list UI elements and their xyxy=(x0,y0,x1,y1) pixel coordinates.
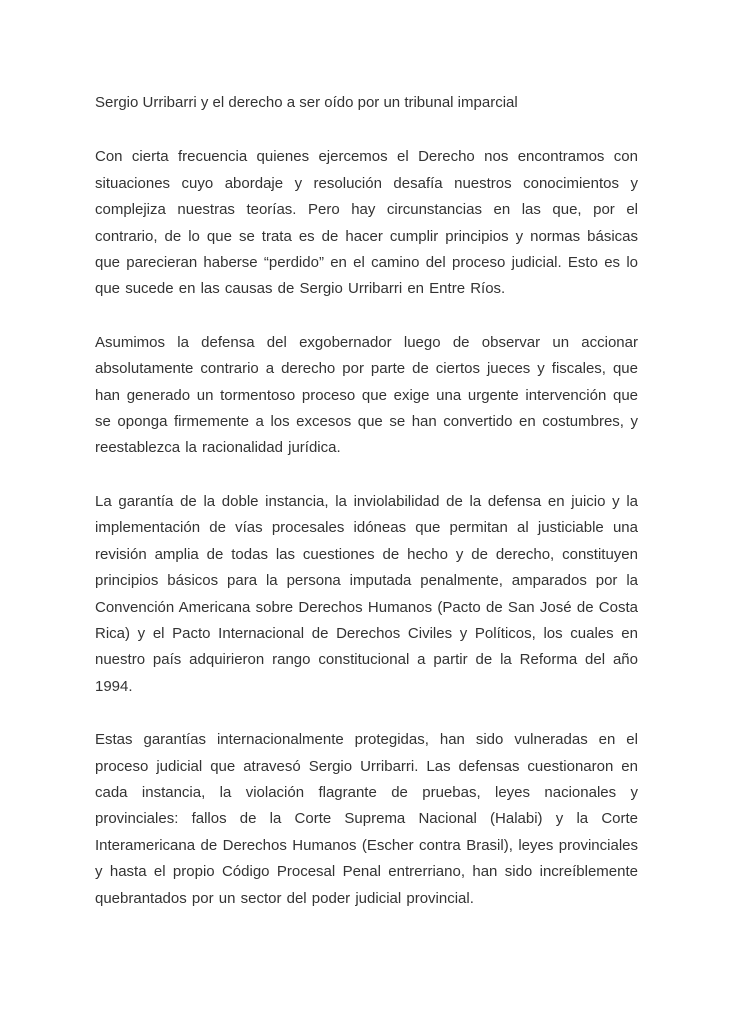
paragraph-intro: Con cierta frecuencia quienes ejercemos el Derecho nos encontramos con situaciones cuyo abordaje y resolución desafía nuestros conocimientos y complejiza nuestras teorías. Pero hay circunstancias en las que, por el contrario, de lo que se trata es de hacer cumplir principios y normas básicas que parecieran haberse “perdido” en el camino del proceso judicial. Esto es lo que sucede en las causas de Sergio Urribarri en Entre Ríos. xyxy=(95,148,638,298)
paragraph-garantias: La garantía de la doble instancia, la inviolabilidad de la defensa en juicio y la implementación de vías procesales idóneas que permitan al justiciable una revisión amplia de todas las cuestiones de hecho y de derecho, constituyen principios básicos para la persona imputada penalmente, amparados por la Convención Americana sobre Derechos Humanos (Pacto de San José de Costa Rica) y el Pacto Internacional de Derechos Civiles y Políticos, los cuales en nuestro país adquirieron rango constitucional a partir de la Reforma del año 1994. xyxy=(95,492,638,695)
paragraph-defensa: Asumimos la defensa del exgobernador luego de observar un accionar absolutamente contrario a derecho por parte de ciertos jueces y fiscales, que han generado un tormentoso proceso que exige una urgente intervención que se oponga firmemente a los excesos que se han convertido en costumbres, y reestablezca la racionalidad jurídica. xyxy=(95,333,638,457)
paragraph-vulneracion: Estas garantías internacionalmente protegidas, han sido vulneradas en el proceso judicial que atravesó Sergio Urribarri. Las defensas cuestionaron en cada instancia, la violación flagrante de pruebas, leyes nacionales y provinciales: fallos de la Corte Suprema Nacional (Halabi) y la Corte Interamericana de Derechos Humanos (Escher contra Brasil), leyes provinciales y hasta el propio Código Procesal Penal entrerriano, han sido increíblemente quebrantados por un sector del poder judicial provincial. xyxy=(95,731,638,907)
document-title: Sergio Urribarri y el derecho a ser oído por un tribunal imparcial xyxy=(95,94,518,111)
